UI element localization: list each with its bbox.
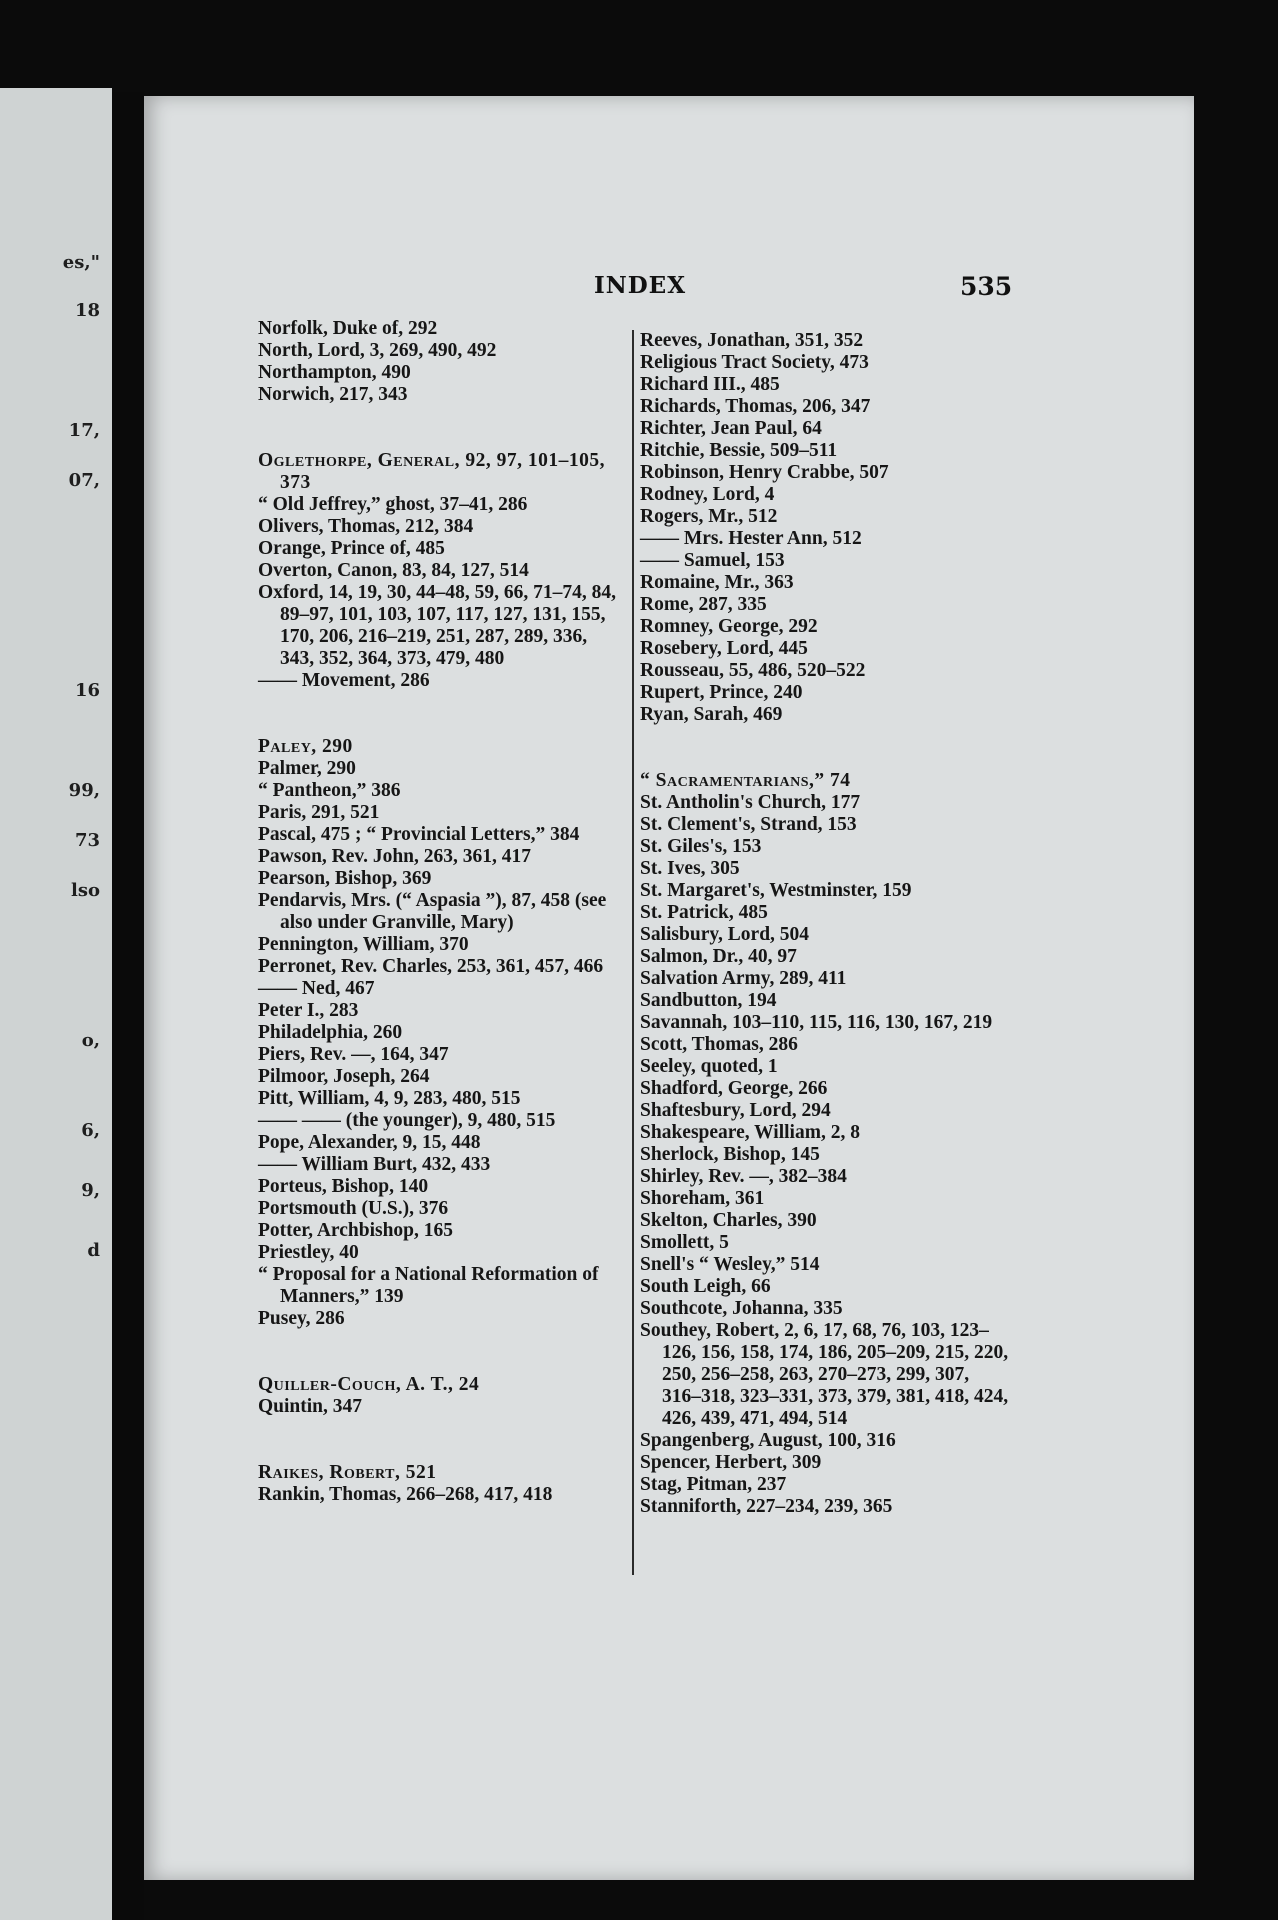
index-entry: Sandbutton, 194 (640, 990, 777, 1011)
section-gap (640, 726, 1010, 770)
index-entry: Pusey, 286 (258, 1308, 345, 1329)
index-entry: Stag, Pitman, 237 (640, 1474, 787, 1495)
index-entry: Savannah, 103–110, 115, 116, 130, 167, 219 (640, 1012, 993, 1033)
index-entry: Oxford, 14, 19, 30, 44–48, 59, 66, 71–74, 84, 89–97, 101, 103, 107, 117, 127, 131, 155, 170, 206, 216–219, 251, 287, 289, 336, 343, 352, 364, 373, 479, 480 (258, 582, 617, 669)
index-entry: Potter, Archbishop, 165 (258, 1220, 454, 1241)
index-entry: Richard III., 485 (640, 374, 780, 395)
index-entry: Smollett, 5 (640, 1232, 729, 1253)
index-entry: Norwich, 217, 343 (258, 384, 408, 405)
index-entry: Robinson, Henry Crabbe, 507 (640, 462, 889, 483)
facing-page-fragment: o, (81, 1030, 100, 1051)
index-entry: Ryan, Sarah, 469 (640, 704, 783, 725)
section-gap (258, 406, 620, 450)
index-entry: Pendarvis, Mrs. (“ Aspasia ”), 87, 458 (see also under Granville, Mary) (258, 890, 607, 933)
index-entry: “ Old Jeffrey,” ghost, 37–41, 286 (258, 494, 528, 515)
index-entry: Quintin, 347 (258, 1396, 363, 1417)
index-entry: Scott, Thomas, 286 (640, 1034, 798, 1055)
index-entry: Rome, 287, 335 (640, 594, 767, 615)
index-entry: Philadelphia, 260 (258, 1022, 403, 1043)
index-entry: South Leigh, 66 (640, 1276, 771, 1297)
index-entry: Salmon, Dr., 40, 97 (640, 946, 797, 967)
index-entry: Shirley, Rev. —, 382–384 (640, 1166, 847, 1187)
index-entry: —— William Burt, 432, 433 (258, 1154, 491, 1175)
index-entry: Shaftesbury, Lord, 294 (640, 1100, 831, 1121)
facing-page-fragment: es," (62, 252, 100, 273)
index-entry: Skelton, Charles, 390 (640, 1210, 817, 1231)
index-entry: Seeley, quoted, 1 (640, 1056, 778, 1077)
index-entry: Salvation Army, 289, 411 (640, 968, 847, 989)
index-entry: St. Margaret's, Westminster, 159 (640, 880, 912, 901)
index-entry: Rupert, Prince, 240 (640, 682, 803, 703)
index-entry: Olivers, Thomas, 212, 384 (258, 516, 474, 537)
index-entry: Rousseau, 55, 486, 520–522 (640, 660, 866, 681)
index-entry: Romaine, Mr., 363 (640, 572, 794, 593)
index-entry: Pawson, Rev. John, 263, 361, 417 (258, 846, 532, 867)
index-entry: Orange, Prince of, 485 (258, 538, 445, 559)
facing-page-fragment: 17, (68, 420, 100, 441)
index-entry: Northampton, 490 (258, 362, 411, 383)
index-entry: Piers, Rev. —, 164, 347 (258, 1044, 449, 1065)
index-entry: Shoreham, 361 (640, 1188, 765, 1209)
index-entry: Raikes, Robert, 521 (258, 1462, 437, 1483)
index-entry: Pennington, William, 370 (258, 934, 469, 955)
index-entry: St. Clement's, Strand, 153 (640, 814, 857, 835)
index-entry: Quiller-Couch, A. T., 24 (258, 1374, 480, 1395)
index-entry: “ Pantheon,” 386 (258, 780, 401, 801)
facing-page-fragment: 16 (74, 680, 100, 701)
index-entry: St. Ives, 305 (640, 858, 740, 879)
index-entry: Southey, Robert, 2, 6, 17, 68, 76, 103, 123–126, 156, 158, 174, 186, 205–209, 215, 220, 250, 256–258, 263, 270–273, 299, 307, 316–318, 323–331, 373, 379, 381, 418, 424, 426, 439, 471, 494, 514 (640, 1320, 1009, 1429)
index-entry: Norfolk, Duke of, 292 (258, 318, 438, 339)
index-entry: Pascal, 475 ; “ Provincial Letters,” 384 (258, 824, 580, 845)
index-entry: Stanniforth, 227–234, 239, 365 (640, 1496, 893, 1517)
index-entry: Rodney, Lord, 4 (640, 484, 775, 505)
index-entry: Sherlock, Bishop, 145 (640, 1144, 820, 1165)
facing-page-edge (0, 88, 112, 1920)
index-entry: —— Samuel, 153 (640, 550, 785, 571)
index-entry: Oglethorpe, General, 92, 97, 101–105, 373 (258, 450, 605, 493)
index-entry: Pearson, Bishop, 369 (258, 868, 432, 889)
facing-page-fragment: 6, (81, 1120, 100, 1141)
index-entry: North, Lord, 3, 269, 490, 492 (258, 340, 497, 361)
index-entry: Rosebery, Lord, 445 (640, 638, 808, 659)
index-entry: Reeves, Jonathan, 351, 352 (640, 330, 864, 351)
index-entry: Paley, 290 (258, 736, 353, 757)
facing-page-fragment: 07, (68, 470, 100, 491)
index-entry: Rankin, Thomas, 266–268, 417, 418 (258, 1484, 553, 1505)
index-entry: Romney, George, 292 (640, 616, 818, 637)
book-gutter (112, 92, 144, 1920)
facing-page-fragment: lso (71, 880, 100, 901)
index-entry: Pilmoor, Joseph, 264 (258, 1066, 430, 1087)
facing-page-fragment: d (87, 1240, 100, 1261)
index-column-left (258, 318, 620, 1506)
index-entry: —— Movement, 286 (258, 670, 430, 691)
index-entry: Portsmouth (U.S.), 376 (258, 1198, 449, 1219)
index-entry: —— —— (the younger), 9, 480, 515 (258, 1110, 556, 1131)
index-entry: St. Antholin's Church, 177 (640, 792, 861, 813)
index-entry: Religious Tract Society, 473 (640, 352, 869, 373)
index-entry: Priestley, 40 (258, 1242, 359, 1263)
index-entry: Richter, Jean Paul, 64 (640, 418, 822, 439)
facing-page-fragment: 99, (68, 780, 100, 801)
index-entry: Overton, Canon, 83, 84, 127, 514 (258, 560, 529, 581)
section-gap (258, 1330, 620, 1374)
index-entry: Southcote, Johanna, 335 (640, 1298, 843, 1319)
section-gap (258, 692, 620, 736)
index-entry: Ritchie, Bessie, 509–511 (640, 440, 838, 461)
index-entry: Salisbury, Lord, 504 (640, 924, 810, 945)
index-entry: Pope, Alexander, 9, 15, 448 (258, 1132, 481, 1153)
index-entry: Shadford, George, 266 (640, 1078, 828, 1099)
index-entry: St. Giles's, 153 (640, 836, 762, 857)
index-entry: Perronet, Rev. Charles, 253, 361, 457, 466 (258, 956, 604, 977)
page-title: INDEX (593, 272, 687, 299)
index-column-right (640, 330, 1010, 1518)
index-entry: Rogers, Mr., 512 (640, 506, 778, 527)
index-entry: Snell's “ Wesley,” 514 (640, 1254, 820, 1275)
index-entry: Paris, 291, 521 (258, 802, 380, 823)
facing-page-fragment: 18 (74, 300, 100, 321)
column-divider (632, 330, 634, 1575)
index-entry: Palmer, 290 (258, 758, 356, 779)
section-gap (258, 1418, 620, 1462)
page-number: 535 (960, 272, 1013, 301)
index-entry: Porteus, Bishop, 140 (258, 1176, 429, 1197)
index-entry: Shakespeare, William, 2, 8 (640, 1122, 860, 1143)
index-entry: Pitt, William, 4, 9, 283, 480, 515 (258, 1088, 521, 1109)
index-entry: “ Sacramentarians,” 74 (640, 770, 851, 791)
index-entry: Richards, Thomas, 206, 347 (640, 396, 871, 417)
index-entry: St. Patrick, 485 (640, 902, 768, 923)
index-entry: —— Ned, 467 (258, 978, 375, 999)
index-entry: “ Proposal for a National Reformation of Manners,” 139 (258, 1264, 599, 1307)
index-entry: Peter I., 283 (258, 1000, 359, 1021)
facing-page-fragment: 9, (81, 1180, 100, 1201)
index-entry: Spangenberg, August, 100, 316 (640, 1430, 896, 1451)
facing-page-fragment: 73 (74, 830, 100, 851)
index-entry: Spencer, Herbert, 309 (640, 1452, 822, 1473)
index-entry: —— Mrs. Hester Ann, 512 (640, 528, 862, 549)
